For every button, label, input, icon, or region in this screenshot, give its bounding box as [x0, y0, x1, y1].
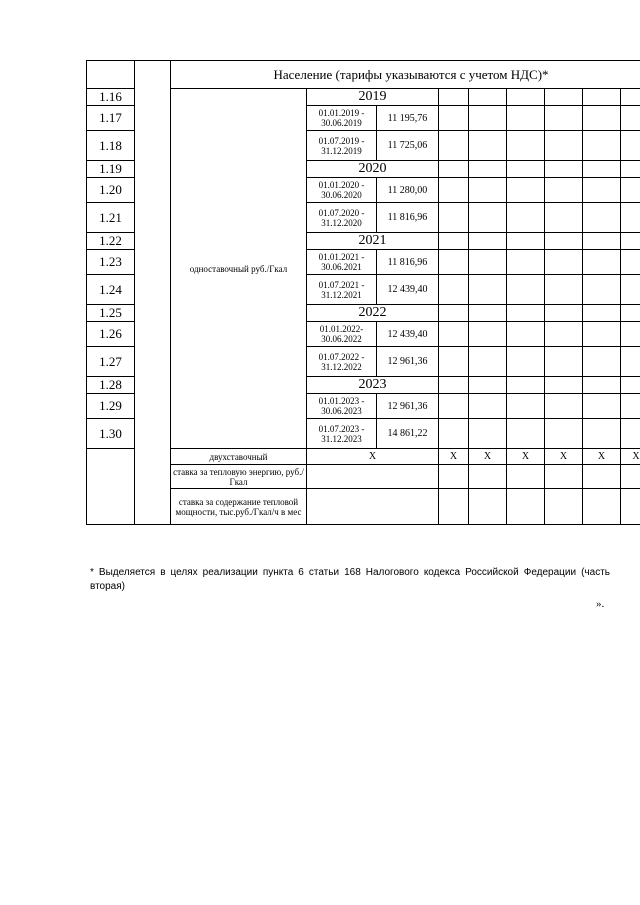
header-row	[87, 61, 640, 89]
tariff-table-body	[87, 61, 640, 525]
tariff-value: 12 961,36	[377, 394, 439, 419]
period-cell: 01.01.2022- 30.06.2022	[307, 322, 377, 347]
empty-cell	[621, 305, 640, 322]
x-mark: Х	[507, 449, 545, 465]
empty-cell	[469, 161, 507, 178]
empty-cell	[507, 233, 545, 250]
blank-column-cell	[135, 61, 171, 525]
empty-cell	[469, 106, 507, 131]
x-mark: Х	[545, 449, 583, 465]
empty-cell	[621, 347, 640, 377]
empty-cell	[583, 161, 621, 178]
empty-cell	[621, 250, 640, 275]
row-number: 1.23	[87, 250, 135, 275]
row-number: 1.19	[87, 161, 135, 178]
empty-cell	[507, 250, 545, 275]
population-header: Население (тарифы указываются с учетом НДС)*	[171, 61, 640, 89]
empty-cell	[583, 489, 621, 525]
empty-cell	[469, 394, 507, 419]
empty-cell	[507, 305, 545, 322]
empty-cell	[545, 465, 583, 489]
row-number: 1.25	[87, 305, 135, 322]
empty-cell	[507, 178, 545, 203]
empty-cell	[469, 250, 507, 275]
closing-quote: ».	[596, 598, 605, 610]
empty-cell	[583, 178, 621, 203]
period-cell: 01.07.2019 - 31.12.2019	[307, 131, 377, 161]
two-part-rate-label: двухставочный	[171, 449, 307, 465]
empty-cell	[583, 89, 621, 106]
empty-cell	[621, 377, 640, 394]
empty-cell	[507, 489, 545, 525]
empty-cell	[621, 465, 640, 489]
period-cell: 01.07.2021 - 31.12.2021	[307, 275, 377, 305]
empty-cell	[507, 347, 545, 377]
empty-cell	[439, 322, 469, 347]
empty-cell	[507, 419, 545, 449]
one-part-rate-label: одноставочный руб./Гкал	[171, 89, 307, 449]
x-mark: Х	[307, 449, 439, 465]
empty-cell	[439, 465, 469, 489]
empty-cell	[545, 106, 583, 131]
empty-cell	[545, 377, 583, 394]
row-number: 1.16	[87, 89, 135, 106]
empty-cell	[583, 377, 621, 394]
year-label: 2023	[307, 377, 439, 394]
empty-cell	[545, 89, 583, 106]
empty-cell	[507, 131, 545, 161]
empty-cell	[545, 233, 583, 250]
empty-cell	[469, 89, 507, 106]
empty-cell	[583, 419, 621, 449]
empty-cell	[621, 178, 640, 203]
empty-cell	[439, 250, 469, 275]
empty-cell	[439, 106, 469, 131]
empty-cell	[621, 394, 640, 419]
empty-cell	[469, 233, 507, 250]
empty-cell	[469, 419, 507, 449]
empty-cell	[583, 465, 621, 489]
tariff-value: 11 725,06	[377, 131, 439, 161]
tariff-value: 12 439,40	[377, 275, 439, 305]
empty-cell	[469, 203, 507, 233]
empty-cell	[439, 275, 469, 305]
tariff-value: 11 195,76	[377, 106, 439, 131]
year-label: 2020	[307, 161, 439, 178]
empty-cell	[469, 377, 507, 394]
year-label: 2022	[307, 305, 439, 322]
empty-cell	[621, 131, 640, 161]
empty-cell	[545, 161, 583, 178]
period-cell: 01.01.2020 - 30.06.2020	[307, 178, 377, 203]
empty-cell	[469, 178, 507, 203]
empty-cell	[545, 394, 583, 419]
footnote: * Выделяется в целях реализации пункта 6 статьи 168 Налогового кодекса Российской Федерации (часть вторая)	[90, 567, 610, 592]
empty-cell	[507, 89, 545, 106]
empty-cell	[583, 322, 621, 347]
row-number: 1.21	[87, 203, 135, 233]
empty-cell	[507, 203, 545, 233]
row-number: 1.28	[87, 377, 135, 394]
empty-cell	[583, 275, 621, 305]
empty-cell	[545, 203, 583, 233]
empty-cell	[439, 377, 469, 394]
empty-cell	[507, 322, 545, 347]
header-blank-cell	[87, 61, 135, 89]
empty-cell	[439, 233, 469, 250]
x-mark: Х	[583, 449, 621, 465]
tariff-value: 11 816,96	[377, 250, 439, 275]
empty-cell	[469, 305, 507, 322]
empty-cell	[545, 250, 583, 275]
empty-cell	[621, 89, 640, 106]
tariff-value: 12 961,36	[377, 347, 439, 377]
x-mark: Х	[621, 449, 640, 465]
row-number-blank	[87, 449, 135, 525]
tariff-table	[86, 60, 640, 525]
year-label: 2021	[307, 233, 439, 250]
row-number: 1.26	[87, 322, 135, 347]
period-cell: 01.07.2023 - 31.12.2023	[307, 419, 377, 449]
empty-cell	[583, 394, 621, 419]
empty-cell	[439, 131, 469, 161]
empty-cell	[507, 106, 545, 131]
row-number: 1.22	[87, 233, 135, 250]
empty-cell	[583, 347, 621, 377]
empty-cell	[583, 131, 621, 161]
empty-cell	[469, 347, 507, 377]
period-cell: 01.01.2023 - 30.06.2023	[307, 394, 377, 419]
empty-cell	[469, 131, 507, 161]
empty-cell	[507, 394, 545, 419]
x-mark: Х	[439, 449, 469, 465]
empty-cell	[439, 161, 469, 178]
year-row	[87, 89, 640, 106]
empty-cell	[621, 489, 640, 525]
empty-cell	[621, 419, 640, 449]
period-cell: 01.07.2022 - 31.12.2022	[307, 347, 377, 377]
empty-cell	[507, 275, 545, 305]
heat-rate-row	[87, 465, 640, 489]
two-part-row	[87, 449, 640, 465]
tariff-value: 12 439,40	[377, 322, 439, 347]
empty-cell	[469, 489, 507, 525]
period-cell: 01.01.2019 - 30.06.2019	[307, 106, 377, 131]
empty-cell	[583, 203, 621, 233]
empty-cell	[583, 106, 621, 131]
empty-cell	[621, 161, 640, 178]
period-cell: 01.01.2021 - 30.06.2021	[307, 250, 377, 275]
empty-cell	[439, 419, 469, 449]
empty-cell	[469, 465, 507, 489]
empty-cell	[621, 275, 640, 305]
empty-cell	[621, 233, 640, 250]
empty-cell	[545, 322, 583, 347]
empty-cell	[545, 178, 583, 203]
period-cell: 01.07.2020 - 31.12.2020	[307, 203, 377, 233]
empty-cell	[439, 178, 469, 203]
empty-cell	[507, 161, 545, 178]
tariff-value: 11 816,96	[377, 203, 439, 233]
capacity-rate-row	[87, 489, 640, 525]
empty-cell	[583, 250, 621, 275]
empty-cell	[439, 305, 469, 322]
empty-cell	[507, 465, 545, 489]
row-number: 1.24	[87, 275, 135, 305]
row-number: 1.30	[87, 419, 135, 449]
x-mark: Х	[469, 449, 507, 465]
year-label: 2019	[307, 89, 439, 106]
row-number: 1.17	[87, 106, 135, 131]
tariff-value: 14 861,22	[377, 419, 439, 449]
empty-cell	[439, 347, 469, 377]
empty-cell	[583, 233, 621, 250]
tariff-value: 11 280,00	[377, 178, 439, 203]
empty-cell	[307, 465, 439, 489]
empty-cell	[545, 305, 583, 322]
empty-cell	[545, 489, 583, 525]
heat-energy-rate-label: ставка за тепловую энергию, руб./Гкал	[171, 465, 307, 489]
row-number: 1.29	[87, 394, 135, 419]
empty-cell	[507, 377, 545, 394]
empty-cell	[545, 131, 583, 161]
empty-cell	[545, 419, 583, 449]
empty-cell	[583, 305, 621, 322]
empty-cell	[439, 489, 469, 525]
capacity-rate-label: ставка за содержание тепловой мощности, тыс.руб./Гкал/ч в мес	[171, 489, 307, 525]
empty-cell	[621, 106, 640, 131]
empty-cell	[439, 203, 469, 233]
row-number: 1.27	[87, 347, 135, 377]
empty-cell	[545, 275, 583, 305]
empty-cell	[439, 394, 469, 419]
empty-cell	[469, 275, 507, 305]
empty-cell	[469, 322, 507, 347]
empty-cell	[307, 489, 439, 525]
empty-cell	[439, 89, 469, 106]
empty-cell	[621, 322, 640, 347]
empty-cell	[545, 347, 583, 377]
row-number: 1.20	[87, 178, 135, 203]
empty-cell	[621, 203, 640, 233]
row-number: 1.18	[87, 131, 135, 161]
